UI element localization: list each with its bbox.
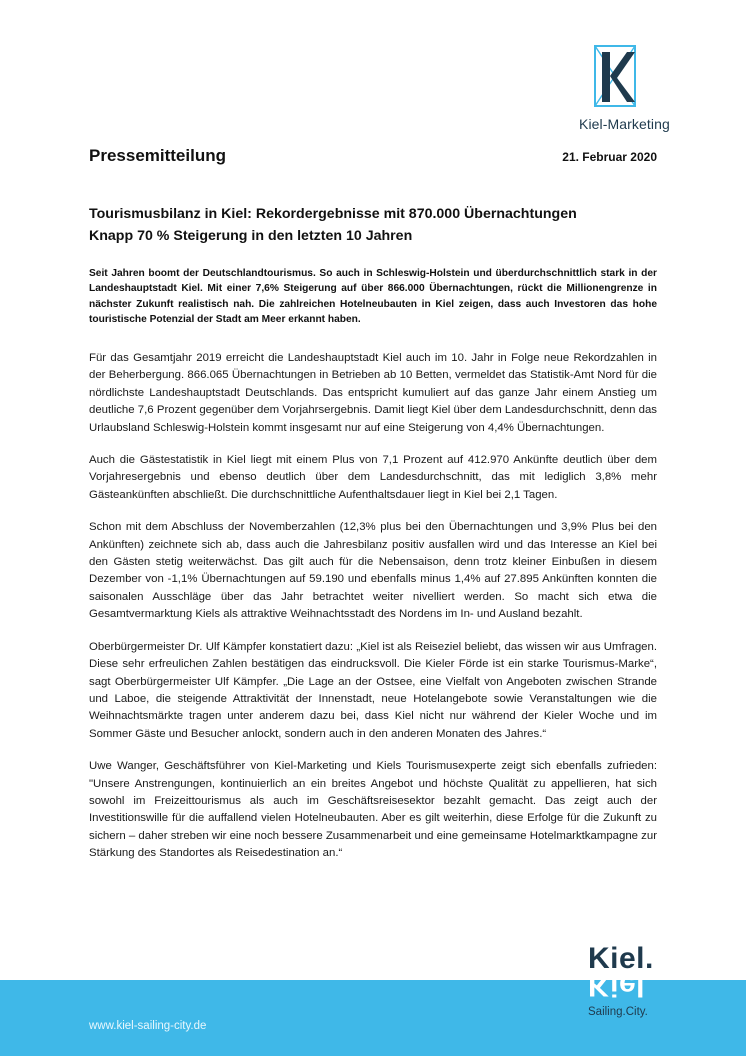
footer-url-link[interactable]: www.kiel-sailing-city.de <box>89 1020 207 1032</box>
kiel-wordmark: Kiel. <box>588 942 654 975</box>
body-paragraph: Für das Gesamtjahr 2019 erreicht die Landeshauptstadt Kiel auch im 10. Jahr in Folge neue Rekordzahlen in der Beherbergung. 866.065 Übernachtungen in Betrieben ab 10 Betten, vermeldet das Statistik-Amt Nord für die nördlichste Landeshauptstadt Deutschlands. Das entspricht kumuliert auf das ganze Jahr einem Anstieg um deutliche 7,6 Prozent gegenüber dem Vorjahrsergebnis. Damit liegt Kiel über dem Landesdurchschnitt, denn das Urlaubsland Schleswig-Holstein kommt insgesamt nur auf eine Steigerung von 4,4% Übernachtungen. <box>89 352 657 434</box>
lead-paragraph: Seit Jahren boomt der Deutschlandtourismus. So auch in Schleswig-Holstein und überdurchschnittlich stark in der Landeshauptstadt Kiel. Mit einer 7,6% Steigerung auf über 866.000 Übernachtungen, rückt die Millionengrenze in nächster Zukunft realistisch nah. Die zahlreichen Hotelneubauten in Kiel zeigen, dass auch Investoren das hohe touristische Potenzial der Stadt am Meer erkannt haben. <box>89 268 657 326</box>
kiel-sailing-city-logo <box>588 944 668 1018</box>
headline <box>89 203 659 247</box>
headline-line-1: Tourismusbilanz in Kiel: Rekordergebnisse mit 870.000 Übernachtungen <box>89 206 577 222</box>
body-paragraph: Oberbürgermeister Dr. Ulf Kämpfer konstatiert dazu: „Kiel ist als Reiseziel beliebt, das wissen wir aus Umfragen. Diese sehr erfreulichen Zahlen bestätigen das eindrucksvoll. Die Kieler Förde ist ein starke Tourismus-Marke“, sagt Oberbürgermeister Ulf Kämpfer. „Die Lage an der Ostsee, eine Vielfalt von Angeboten zwischen Strande und Laboe, die steigende Attraktivität der Innenstadt, neue Hotelangebote sowie Veranstaltungen wie die Weihnachtsmärkte tragen unter anderem dazu bei, dass Kiel nicht nur während der Kieler Woche und im Sommer Gäste und Besucher anlockt, sondern auch in den anderen Monaten des Jahres.“ <box>89 640 657 740</box>
body-paragraph: Uwe Wanger, Geschäftsführer von Kiel-Marketing und Kiels Tourismusexperte zeigt sich ebenfalls zufrieden: "Unsere Anstrengungen, kontinuierlich an ein breites Angebot und höchste Qualität zu appellieren, hat sich sowohl im Freizeittourismus als auch im Geschäftsreisesektor bezahlt gemacht. Das zeigt auch der Investitionswille für die auffallend vielen Hotelneubauten. Aber es gilt weiterhin, diese Erfolge für die Zukunft zu sichern – daher streben wir eine noch bessere Zusammenarbeit und eine gemeinsame Hotelmarktkampagne zur Stärkung des Standortes als Reisedestination an.“ <box>89 760 657 860</box>
body-paragraph: Schon mit dem Abschluss der Novemberzahlen (12,3% plus bei den Übernachtungen und 3,9% Plus bei den Ankünften) zeichnete sich ab, dass auch die Jahresbilanz positiv ausfallen wird und das Interesse an Kiel bei den Gästen stetig weiterwächst. Das gilt auch für die Nebensaison, denn trotz kleiner Einbußen in diesem Dezember von -1,1% Übernachtungen auf 59.190 und ebenfalls minus 1,4% auf 27.895 Ankünften konnten die saisonalen Ausschläge über das Jahr betrachtet weiter nivelliert werden. So macht sich etwa die Gesamtvermarktung Kiels als attraktive Weihnachtsstadt des Nordens im In- und Ausland bezahlt. <box>89 521 657 621</box>
logo-text: Kiel-Marketing <box>579 116 670 132</box>
kiel-wordmark-reflection: Kiel <box>588 969 646 1002</box>
body-text <box>89 350 657 878</box>
press-release-label: Pressemitteilung <box>89 146 226 165</box>
kiel-marketing-k-icon <box>593 44 637 108</box>
press-release-date: 21. Februar 2020 <box>562 150 657 164</box>
kiel-marketing-logo <box>579 44 679 132</box>
headline-line-2: Knapp 70 % Steigerung in den letzten 10 Jahren <box>89 228 413 244</box>
body-paragraph: Auch die Gästestatistik in Kiel liegt mit einem Plus von 7,1 Prozent auf 412.970 Ankünfte deutlich über dem Vorjahresergebnis und ebenso deutlich über dem Landesdurchschnitt, das mit lediglich 3,8% mehr Gästeankünften abschließt. Die durchschnittliche Aufenthaltsdauer liegt in Kiel bei 2,1 Tagen. <box>89 454 657 501</box>
kiel-tagline: Sailing.City. <box>588 1006 648 1018</box>
